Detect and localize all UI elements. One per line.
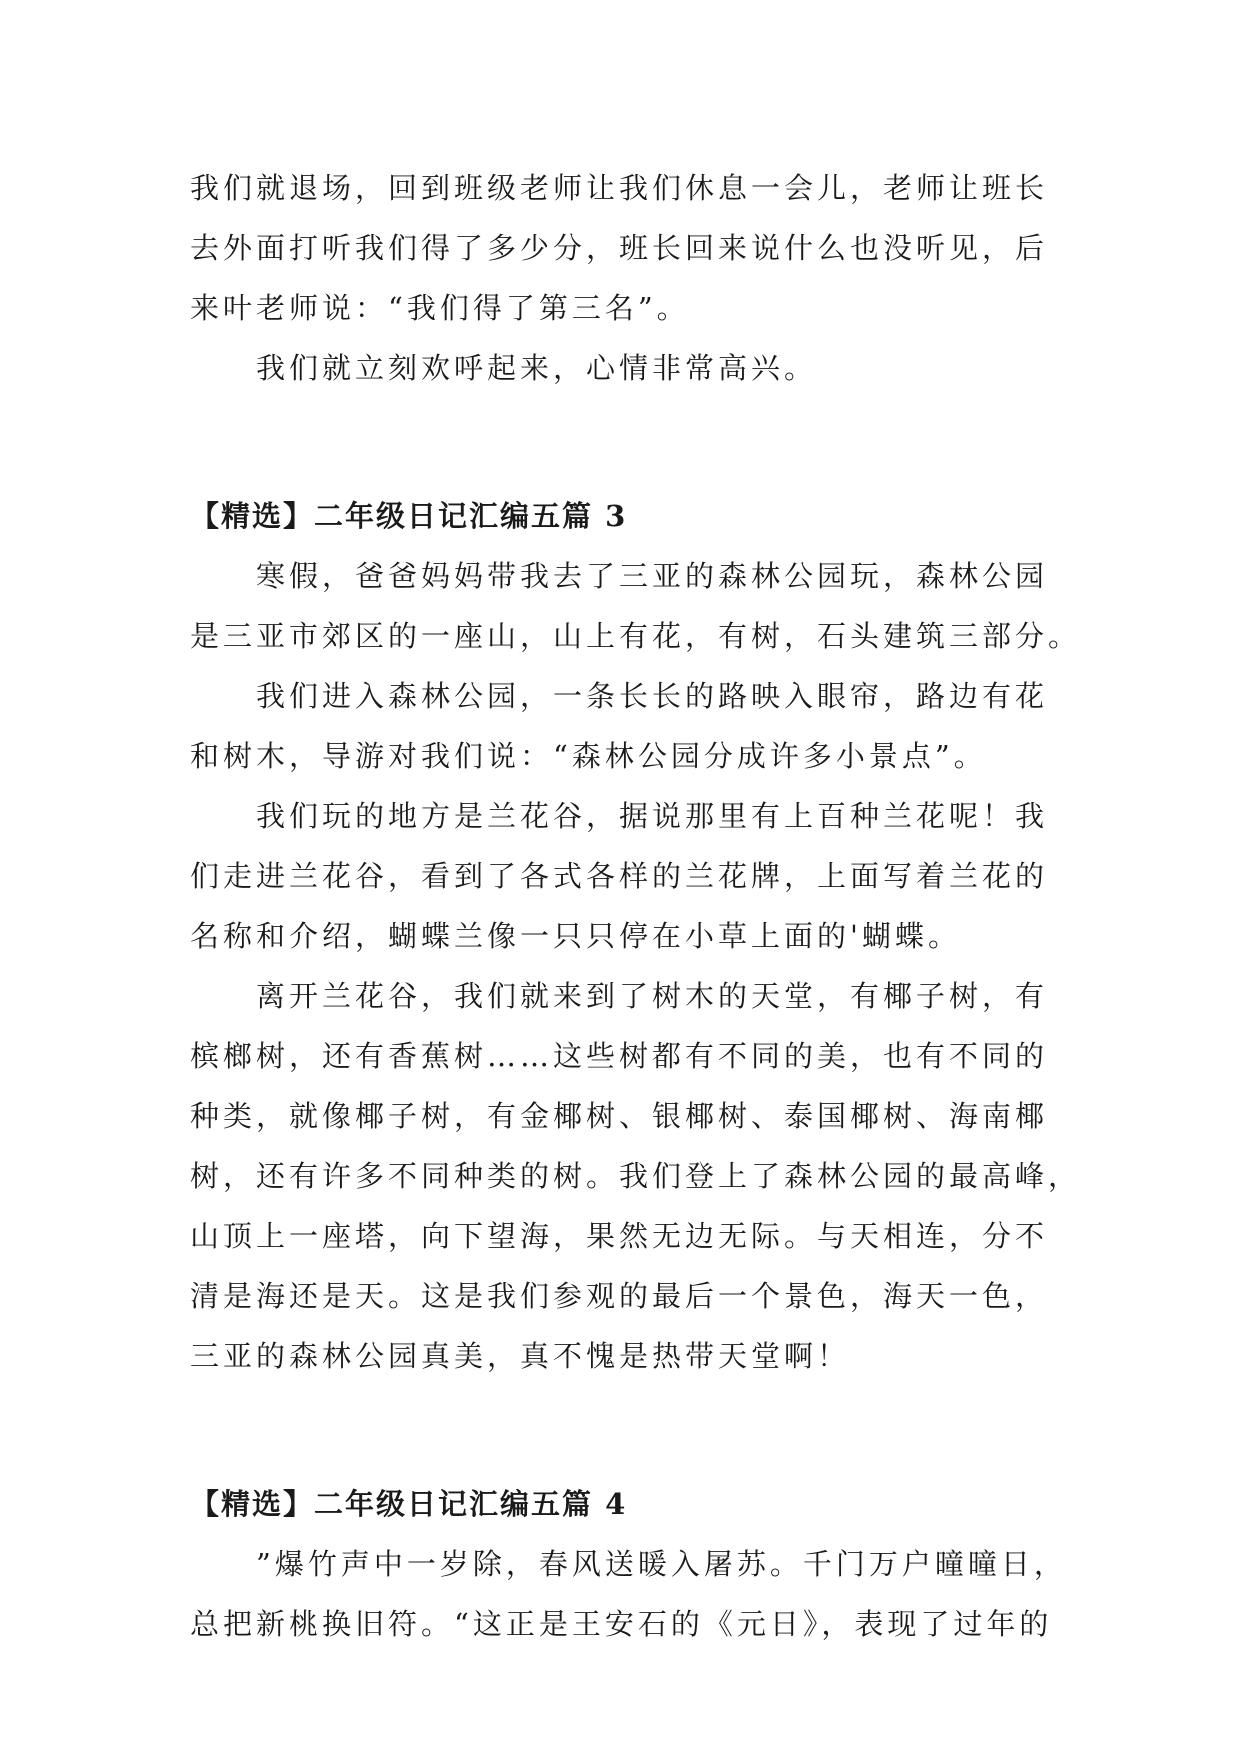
section-gap xyxy=(190,398,1052,486)
section-3 xyxy=(190,486,1082,1386)
paragraph-line: 和树木，导游对我们说：“森林公园分成许多小景点”。 xyxy=(190,739,987,773)
paragraph-line: 槟榔树，还有香蕉树……这些树都有不同的美，也有不同的 xyxy=(190,1039,1049,1073)
paragraph-line: 去外面打听我们得了多少分，班长回来说什么也没听见，后 xyxy=(190,231,1049,265)
paragraph-line: 种类，就像椰子树，有金椰树、银椰树、泰国椰树、海南椰 xyxy=(190,1099,1049,1133)
paragraph-line: 三亚的森林公园真美，真不愧是热带天堂啊！ xyxy=(190,1339,851,1373)
paragraph-line: 山顶上一座塔，向下望海，果然无边无际。与天相连，分不 xyxy=(190,1219,1049,1253)
section-previous xyxy=(190,158,1052,398)
section-heading: 【精选】二年级日记汇编五篇 3 xyxy=(190,499,628,533)
paragraph-line: 寒假，爸爸妈妈带我去了三亚的森林公园玩，森林公园 xyxy=(190,559,1049,593)
paragraph-line: 我们玩的地方是兰花谷，据说那里有上百种兰花呢！我 xyxy=(190,799,1049,833)
paragraph-line: 来叶老师说：“我们得了第三名”。 xyxy=(190,291,690,325)
paragraph-line: 名称和介绍，蝴蝶兰像一只只停在小草上面的'蝴蝶。 xyxy=(190,919,961,953)
paragraph-line: 是三亚市郊区的一座山，山上有花，有树，石头建筑三部分。 xyxy=(190,619,1082,653)
section-heading: 【精选】二年级日记汇编五篇 4 xyxy=(190,1487,628,1521)
paragraph-line: 我们就退场，回到班级老师让我们休息一会儿，老师让班长 xyxy=(190,171,1049,205)
paragraph-line: 总把新桃换旧符。“这正是王安石的《元日》，表现了过年的 xyxy=(190,1607,1053,1641)
paragraph-line: 们走进兰花谷，看到了各式各样的兰花牌，上面写着兰花的 xyxy=(190,859,1049,893)
document-page xyxy=(190,158,1082,1654)
paragraph-line: 离开兰花谷，我们就来到了树木的天堂，有椰子树，有 xyxy=(190,979,1049,1013)
section-4 xyxy=(190,1474,1067,1654)
paragraph-line: 树，还有许多不同种类的树。我们登上了森林公园的最高峰， xyxy=(190,1159,1082,1193)
paragraph-line: ”爆竹声中一岁除，春风送暖入屠苏。千门万户曈曈日， xyxy=(190,1547,1067,1581)
paragraph-line: 清是海还是天。这是我们参观的最后一个景色，海天一色， xyxy=(190,1279,1049,1313)
section-gap xyxy=(190,1386,1052,1474)
paragraph-line: 我们进入森林公园，一条长长的路映入眼帘，路边有花 xyxy=(190,679,1049,713)
paragraph-line: 我们就立刻欢呼起来，心情非常高兴。 xyxy=(190,351,818,385)
